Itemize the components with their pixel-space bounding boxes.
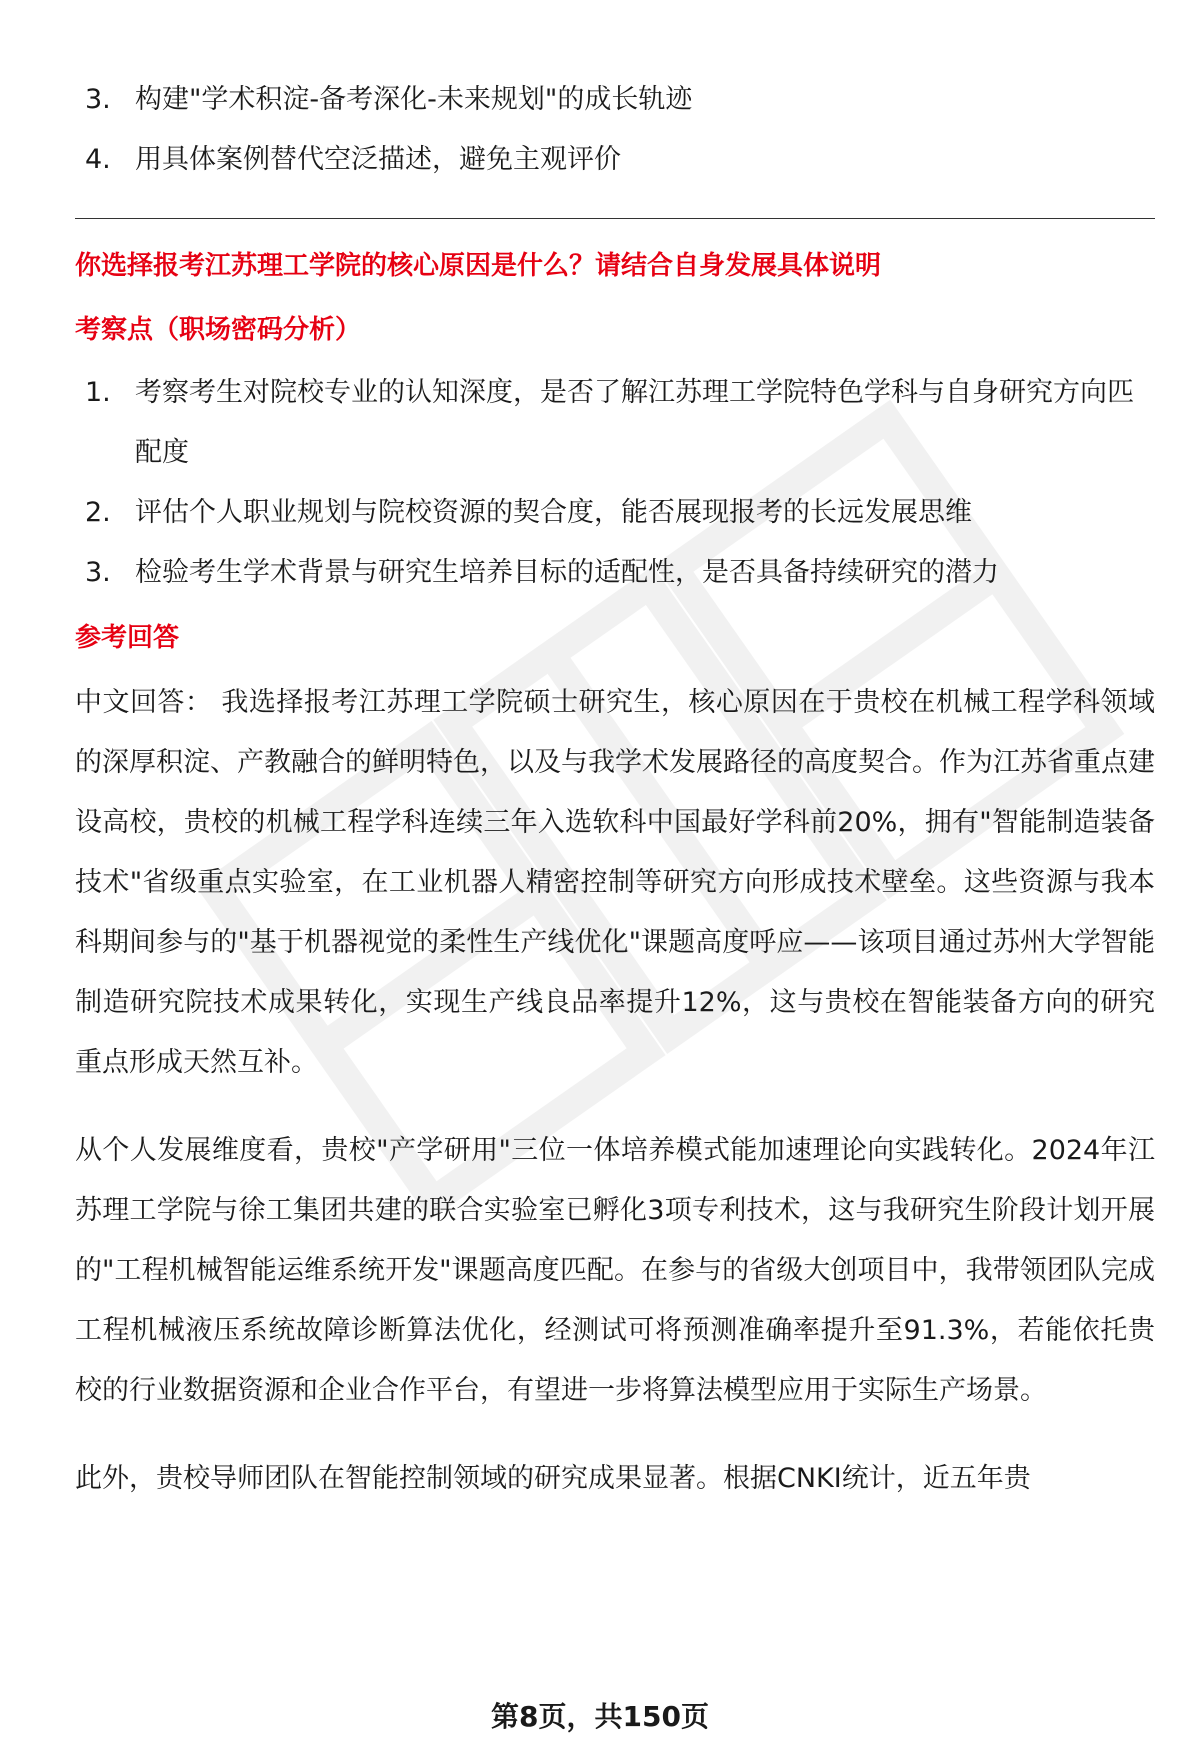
list-item xyxy=(75,483,1155,543)
exam-points-heading: 考察点（职场密码分析） xyxy=(75,315,362,345)
list-number: 3. xyxy=(85,84,111,115)
top-list xyxy=(75,70,1155,190)
section-divider xyxy=(75,218,1155,219)
list-item xyxy=(75,70,1155,130)
list-text: 考察考生对院校专业的认知深度，是否了解江苏理工学院特色学科与自身研究方向匹配度 xyxy=(135,377,1134,468)
list-text: 用具体案例替代空泛描述，避免主观评价 xyxy=(135,144,621,175)
answer-heading: 参考回答 xyxy=(75,623,180,653)
answer-paragraph: 中文回答： 我选择报考江苏理工学院硕士研究生，核心原因在于贵校在机械工程学科领域的深厚积淀、产教融合的鲜明特色，以及与我学术发展路径的高度契合。作为江苏省重点建设高校，贵校的机械工程学科连续三年入选软科中国最好学科前20%，拥有"智能制造装备技术"省级重点实验室，在工业机器人精密控制等研究方向形成技术壁垒。这些资源与我本科期间参与的"基于机器视觉的柔性生产线优化"课题高度呼应——该项目通过苏州大学智能制造研究院技术成果转化，实现生产线良品率提升12%，这与贵校在智能装备方向的研究重点形成天然互补。 xyxy=(75,687,1155,1078)
question-heading: 你选择报考江苏理工学院的核心原因是什么？请结合自身发展具体说明 xyxy=(75,251,882,281)
page-footer: 第8页，共150页 xyxy=(491,1700,709,1733)
list-text: 构建"学术积淀-备考深化-未来规划"的成长轨迹 xyxy=(135,84,693,115)
answer-paragraph: 从个人发展维度看，贵校"产学研用"三位一体培养模式能加速理论向实践转化。2024年江苏理工学院与徐工集团共建的联合实验室已孵化3项专利技术，这与我研究生阶段计划开展的"工程机械智能运维系统开发"课题高度匹配。在参与的省级大创项目中，我带领团队完成工程机械液压系统故障诊断算法优化，经测试可将预测准确率提升至91.3%，若能依托贵校的行业数据资源和企业合作平台，有望进一步将算法模型应用于实际生产场景。 xyxy=(75,1135,1155,1406)
list-number: 4. xyxy=(85,144,111,175)
list-text: 检验考生学术背景与研究生培养目标的适配性，是否具备持续研究的潜力 xyxy=(135,557,999,588)
list-item xyxy=(75,543,1155,603)
list-text: 评估个人职业规划与院校资源的契合度，能否展现报考的长远发展思维 xyxy=(135,497,972,528)
list-item xyxy=(75,363,1155,483)
list-number: 3. xyxy=(85,557,111,588)
list-item xyxy=(75,130,1155,190)
list-number: 2. xyxy=(85,497,111,528)
answer-paragraph: 此外，贵校导师团队在智能控制领域的研究成果显著。根据CNKI统计，近五年贵 xyxy=(75,1463,1031,1494)
exam-points-list xyxy=(75,363,1155,603)
list-number: 1. xyxy=(85,377,111,408)
page-content xyxy=(75,70,1155,1509)
